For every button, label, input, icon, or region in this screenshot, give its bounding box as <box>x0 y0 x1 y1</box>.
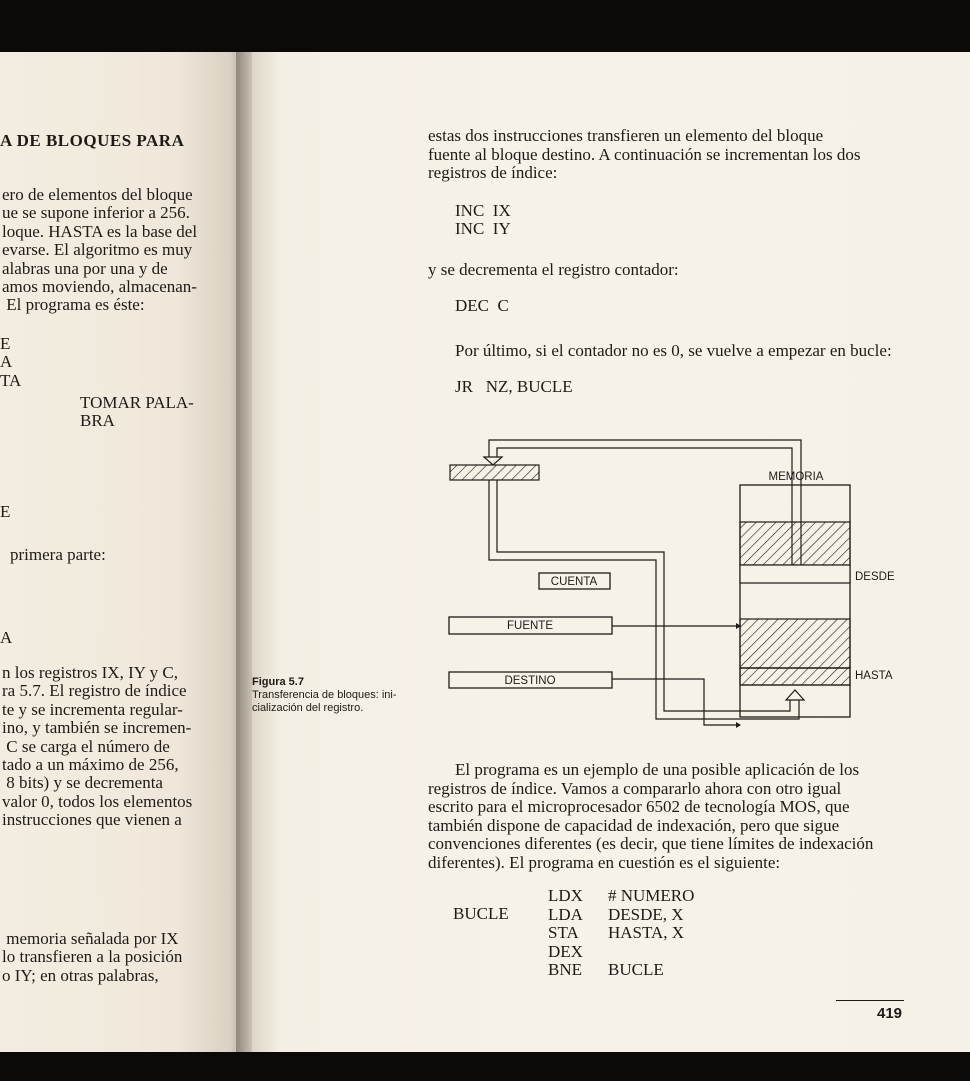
code-line: A <box>0 352 13 371</box>
program-op: BNE <box>548 960 582 979</box>
right-page <box>252 52 970 1052</box>
text-line: tado a un máximo de 256, <box>2 755 179 774</box>
memoria-label: MEMORIA <box>768 471 824 483</box>
caption-line: Transferencia de bloques: ini- <box>252 689 397 701</box>
fuente-label: FUENTE <box>507 620 553 632</box>
program-arg: HASTA, X <box>608 923 685 942</box>
program-arg: BUCLE <box>608 960 664 979</box>
memory-hatched-top <box>740 522 850 565</box>
code-line: E <box>0 502 11 521</box>
text-line: registros de índice: <box>428 163 558 182</box>
page-number-rule <box>836 1000 904 1001</box>
program-op: DEX <box>548 941 583 961</box>
text-line: escrito para el microprocesador 6502 de tecnología MOS, que <box>428 797 850 816</box>
code-comment: TOMAR PALA- <box>80 393 194 412</box>
code-line: A <box>0 628 13 647</box>
section-heading: A DE BLOQUES PARA <box>0 131 185 150</box>
text-line: El programa es éste: <box>2 295 145 315</box>
arrow-into-register <box>484 457 502 465</box>
text-line: valor 0, todos los elementos <box>2 791 193 811</box>
text-line: fuente al bloque destino. A continuación se incrementan los dos <box>428 144 861 164</box>
arrow-into-hasta <box>786 690 804 700</box>
text-line: alabras una por una y de <box>2 258 168 278</box>
program-op: LDX <box>548 886 583 905</box>
code-line: TA <box>0 371 22 390</box>
text-line: y se decrementa el registro contador: <box>428 260 679 279</box>
code-line: INC IY <box>455 219 511 238</box>
text-line: ero de elementos del bloque <box>2 185 193 204</box>
code-comment: BRA <box>80 411 115 430</box>
text-line: 8 bits) y se decrementa <box>2 773 163 793</box>
text-line: ue se supone inferior a 256. <box>2 203 190 223</box>
code-line: E <box>0 334 11 353</box>
desde-label: DESDE <box>855 571 895 583</box>
text-line: te y se incrementa regular- <box>2 699 183 719</box>
block-transfer-diagram <box>252 432 970 732</box>
text-line: diferentes). El programa en cuestión es el siguiente: <box>428 852 781 872</box>
program-arg: # NUMERO <box>608 886 695 905</box>
text-line: evarse. El algoritmo es muy <box>2 240 193 260</box>
text-line: registros de índice. Vamos a compararlo ahora con otro igual <box>428 778 842 798</box>
text-line: instrucciones que vienen a <box>2 810 182 830</box>
memory-hasta-cell <box>740 668 850 685</box>
text-line: o IY; en otras palabras, <box>2 965 159 985</box>
memory-hatched-bottom <box>740 619 850 668</box>
program-op: STA <box>548 923 579 942</box>
page-number: 419 <box>877 1005 903 1022</box>
memory-desde-cell <box>740 565 850 583</box>
code-line: JR NZ, BUCLE <box>455 377 573 396</box>
text-line: ra 5.7. El registro de índice <box>2 681 187 701</box>
text-line: convenciones diferentes (es decir, que tiene límites de indexación <box>428 834 874 853</box>
left-page <box>0 52 250 1052</box>
destino-arrow-line <box>612 679 736 725</box>
text-line: n los registros IX, IY y C, <box>2 663 178 682</box>
cuenta-label: CUENTA <box>550 576 598 588</box>
hasta-label: HASTA <box>855 670 893 682</box>
code-line: DEC C <box>455 296 509 315</box>
feedback-inner <box>497 448 792 493</box>
program-label: BUCLE <box>453 904 509 923</box>
text-line: ino, y también se incremen- <box>2 718 192 738</box>
code-line: INC IX <box>455 201 511 220</box>
program-arg: DESDE, X <box>608 904 684 924</box>
text-line: amos moviendo, almacenan- <box>2 277 197 296</box>
text-line: El programa es un ejemplo de una posible aplicación de los <box>455 760 860 779</box>
text-line: Por último, si el contador no es 0, se vuelve a empezar en bucle: <box>455 341 892 360</box>
caption-line: cialización del registro. <box>252 702 364 714</box>
text-line: memoria señalada por IX <box>2 929 179 948</box>
register-hatched <box>450 465 539 480</box>
text-line: loque. HASTA es la base del <box>2 221 198 241</box>
text-line: C se carga el número de <box>2 736 170 756</box>
destino-label: DESTINO <box>504 675 556 687</box>
figure-number: Figura 5.7 <box>252 676 304 688</box>
text-line: estas dos instrucciones transfieren un elemento del bloque <box>428 126 824 145</box>
program-op: LDA <box>548 904 583 924</box>
text-line: primera parte: <box>10 545 106 564</box>
text-line: lo transfieren a la posición <box>2 947 183 967</box>
text-line: también dispone de capacidad de indexación, pero que sigue <box>428 815 840 835</box>
